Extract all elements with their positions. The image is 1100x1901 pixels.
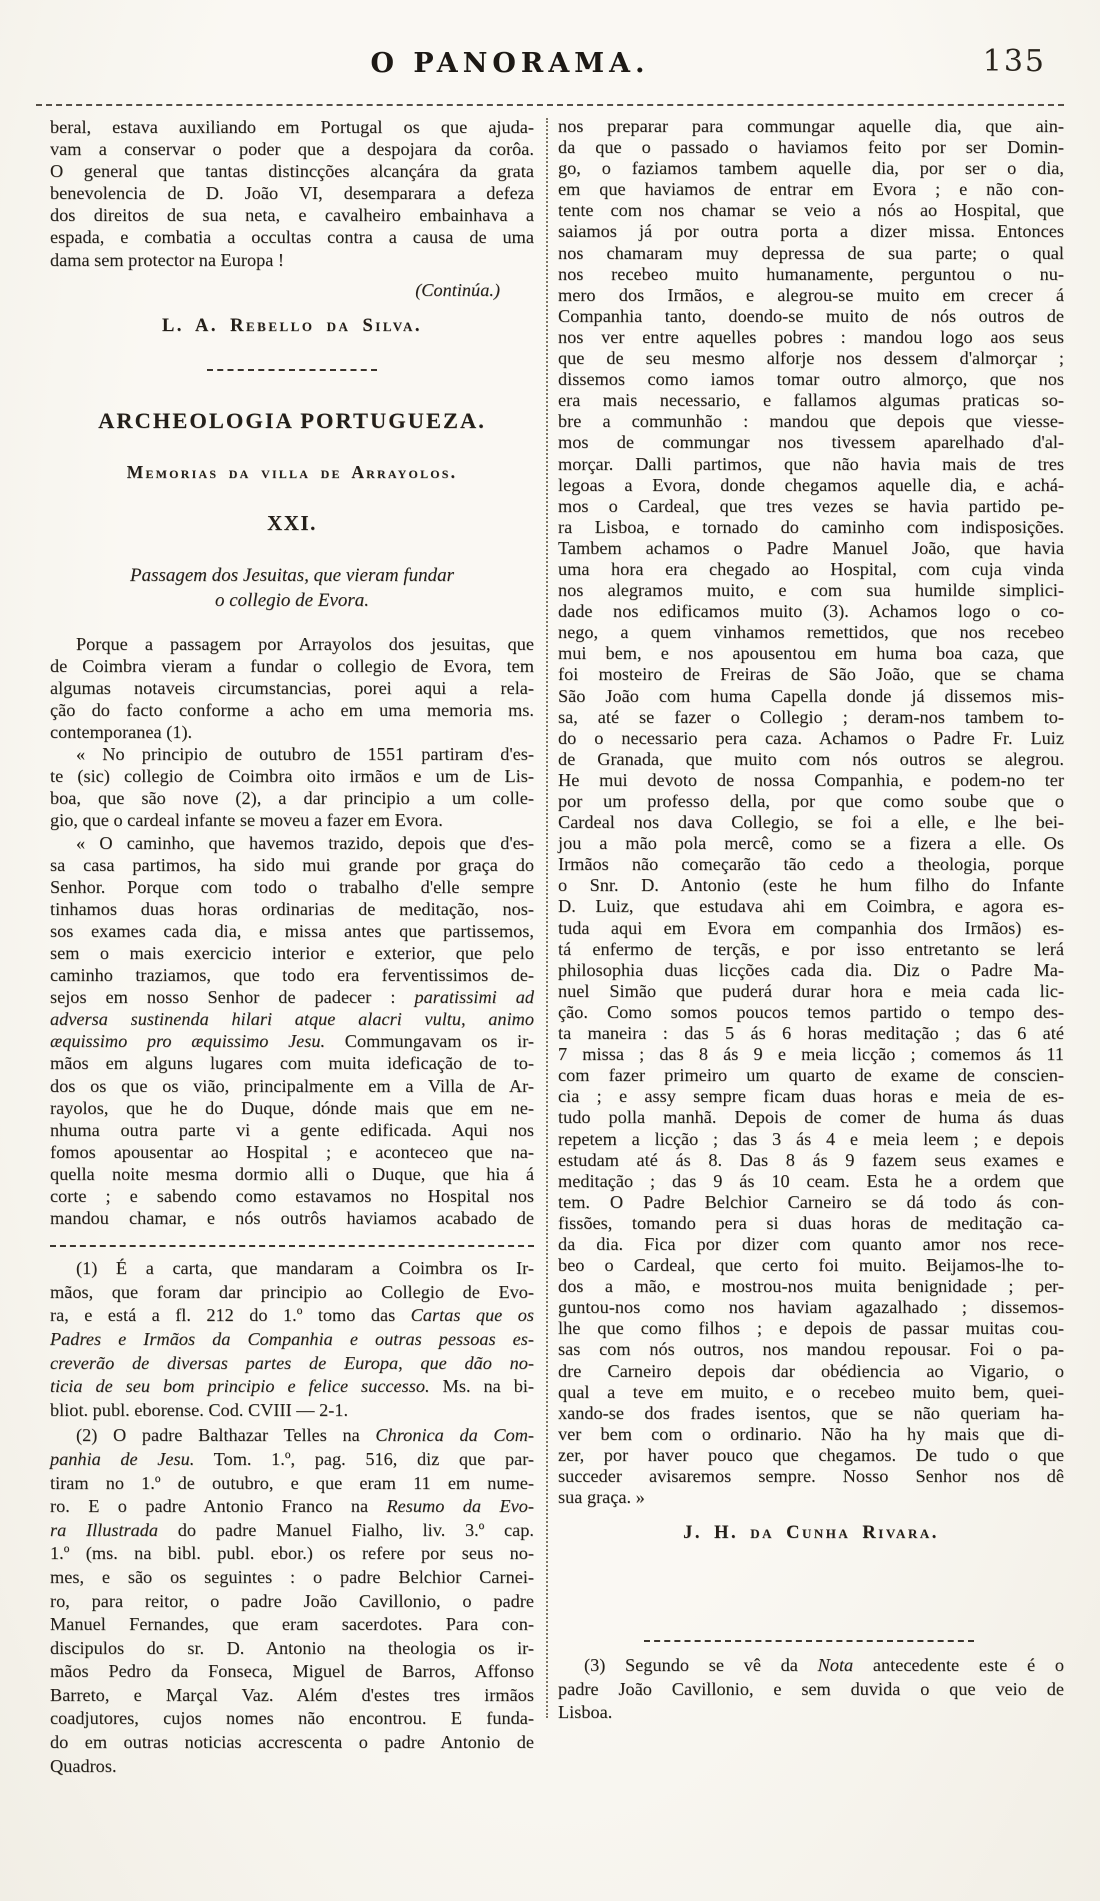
footnote (50, 1424, 534, 1778)
page-number: 135 (982, 44, 1046, 79)
text-line: nos preparar para commungar aquelle dia, que ain- (558, 116, 1064, 136)
footnote (558, 1654, 1064, 1725)
text-line: tinhamos duas horas ordinarias de meditação, nos- (50, 898, 534, 919)
text-line: beo o Cardeal, que certo foi muito. Beijamos-lhe to- (558, 1255, 1064, 1276)
text-line: ta maneira : das 5 ás 6 horas meditação ; das 6 até (558, 1023, 1064, 1044)
text-line: em que haviamos de entrar em Evora ; e não con- (558, 179, 1064, 200)
right-column (558, 116, 1064, 1778)
text-line: quella noite mesma dormio alli o Duque, que hia á (50, 1163, 534, 1184)
content-columns (0, 106, 1100, 1778)
text-line: São João com huma Capella donde já dissemos mis- (558, 685, 1064, 706)
text-line: guntou-nos como nos haviam agazalhado ; dissemos- (558, 1297, 1064, 1318)
left-column (50, 116, 534, 1778)
text-line: tente com nos chamar se veio a nós ao Hospital, que (558, 200, 1064, 221)
text-line: creverão de diversas partes de Europa, que dão no- (50, 1352, 534, 1373)
text-line: mui bem, e nos apousentou em huma boa caza, que (558, 643, 1064, 664)
text-line: mos de commungar nos tivessem aparelhado d'al- (558, 432, 1064, 453)
text-line: com fazer primeiro um quarto de exame de conscien- (558, 1065, 1064, 1086)
journal-title: O PANORAMA. (370, 48, 650, 79)
text-line: dos a mão, e mostrou-nos muita benignidade ; per- (558, 1276, 1064, 1297)
text-line: mãos Pedro da Fonseca, Miguel de Barros, Affonso (50, 1661, 534, 1682)
text-line: dre Carneiro depois dar obédiencia ao Vigario, o (558, 1360, 1064, 1381)
text-line: (1) É a carta, que mandaram a Coimbra os Ir- (76, 1258, 534, 1279)
text-line: adversa sustinenda hilari atque alacri vultu, animo (50, 1009, 534, 1030)
text-line: dissemos como iamos tomar outro almorço, que nos (558, 369, 1064, 390)
text-line: dos direitos de sua neta, e cavalheiro embainhava a (50, 205, 534, 226)
text-line: ra, e está a fl. 212 do 1.º tomo das Cartas que os (50, 1305, 534, 1326)
text-line: uma hora era chegado ao Hospital, com cuja vinda (558, 558, 1064, 579)
text-line: (Continúa.) (415, 279, 500, 300)
text-line: (3) Segundo se vê da Nota antecedente este é o (584, 1655, 1064, 1676)
text-line: nos alegramos muito, e com sua humilde simplici- (558, 580, 1064, 601)
text-line: o Snr. D. Antonio (este he hum filho do Infante (558, 875, 1064, 896)
text-line: tudo polla manhã. Depois de comer de huma ás duas (558, 1107, 1064, 1128)
text-line: Companhia tanto, doendo-se muito de nós outros de (558, 305, 1064, 326)
text-line: nego, a quem vinhamos remettidos, que nos recebeo (558, 622, 1064, 643)
text-line: ção do facto conforme a acho em uma memoria ms. (50, 699, 534, 720)
text-line: nos ver entre aquelles pobres : mandou logo aos seus (558, 326, 1064, 347)
text-line: go, o faziamos tambem aquelle dia, por ser o dia, (558, 158, 1064, 179)
text-line: mero dos Irmãos, e alegrou-se muito em crecer á (558, 284, 1064, 305)
page-header (0, 0, 1100, 104)
text-line: corte ; e sabendo como estavamos no Hospital nos (50, 1186, 534, 1206)
text-line: fissões, tomando pera si duas horas de meditação ca- (558, 1212, 1064, 1233)
text-line: o collegio de Evora. (214, 589, 370, 611)
text-line: te (sic) collegio de Coimbra oito irmãos e um de Lis- (50, 766, 534, 787)
continuation-note (50, 279, 534, 301)
text-line: succeder avisaremos sempre. Nosso Senhor nos dê (558, 1466, 1064, 1486)
author-signature (50, 315, 534, 337)
text-line: dos os que os vião, principalmente em a Villa de Ar- (50, 1075, 534, 1096)
text-line: qual a teve em muito, e o recebeo muito bem, quei- (558, 1381, 1064, 1402)
text-line: nhuma outra parte vi a gente edificada. Aqui nos (50, 1119, 534, 1140)
text-line: zer, por haver pouco que chegamos. De tudo o que (558, 1444, 1064, 1465)
text-line: que de seu mesmo alforje nos dessem d'almorçar ; (558, 348, 1064, 369)
text-line: Padres e Irmãos da Companhia e outras pessoas es- (50, 1328, 534, 1349)
paragraph (50, 832, 534, 1230)
text-line: Irmãos não começarão tão cedo a theologia, porque (558, 854, 1064, 875)
text-line: Passagem dos Jesuitas, que vieram fundar (129, 564, 455, 586)
text-line: padre João Cavillonio, e sem duvida o que veio de (558, 1678, 1064, 1699)
text-line: mandou chamar, e nós outrôs haviamos acabado de (50, 1208, 534, 1229)
text-line: ção. Como somos poucos temos partido o tempo des- (558, 1001, 1064, 1022)
text-line: Manuel Fernandes, que eram sacerdotes. Para con- (50, 1614, 534, 1635)
text-line: morçar. Dalli partimos, que não havia mais de tres (558, 453, 1064, 474)
text-line: panhia de Jesu. Tom. 1.º, pag. 516, diz que par- (50, 1448, 535, 1469)
text-line: J. H. da Cunha Rivara. (683, 1523, 939, 1544)
text-line: contemporanea (1). (50, 722, 193, 743)
text-line: « No principio de outubro de 1551 partiram d'es- (76, 744, 534, 765)
header-rule (36, 104, 1064, 106)
text-line: (2) O padre Balthazar Telles na Chronica da Com- (76, 1425, 535, 1446)
text-line: cia ; e assy sempre ficam duas horas e meia de es- (558, 1086, 1064, 1107)
text-line: beral, estava auxiliando em Portugal os que ajuda- (50, 117, 534, 137)
text-line: Lisboa. (558, 1702, 613, 1723)
text-line: bliot. publ. eborense. Cod. CVIII — 2-1. (50, 1399, 349, 1420)
text-line: nuel Simão que puderá durar hora e meia cada lic- (558, 980, 1064, 1001)
footnote-rule (50, 1245, 534, 1247)
text-line: XXI. (267, 510, 317, 535)
text-line: L. A. Rebello da Silva. (161, 315, 423, 336)
text-line: Memorias da villa de Arrayolos. (126, 461, 458, 482)
text-line: dama sem protector na Europa ! (50, 249, 285, 270)
text-line: da dia. Fica por dizer com quanto amor nos rece- (558, 1233, 1064, 1254)
text-line: da que o passado o haviamos feito por ser Domin- (558, 137, 1064, 158)
text-line: nos chamaram muy depressa de sua parte; o qual (558, 242, 1064, 263)
text-line: philosophia duas licções cada dia. Diz o Padre Ma- (558, 959, 1064, 980)
text-line: era mais necessario, e fallamos algumas praticas so- (558, 390, 1064, 411)
text-line: saiamos já por outra porta a dizer missa. Entonces (558, 221, 1064, 242)
text-line: nos recebeo muito humanamente, perguntou o nu- (558, 263, 1064, 284)
text-line: sa, até se fazer o Collegio ; deram-nos tambem to- (558, 706, 1064, 727)
text-line: dade nos edificamos muito (3). Achamos logo o co- (558, 601, 1064, 622)
text-line: fomos apousentar ao Hospital ; e aconteceo que na- (50, 1141, 534, 1162)
text-line: ro, para reitor, o padre João Cavillonio, o padre (50, 1590, 534, 1611)
text-line: discipulos do sr. D. Antonio na theologia os ir- (50, 1637, 534, 1658)
text-line: sem o mais exercicio interior e exterior, que pelo (50, 942, 534, 963)
article-title (50, 407, 534, 435)
text-line: legoas a Evora, donde chegamos aquelle dia, e achá- (558, 474, 1064, 495)
text-line: de Granada, que muito com nós outros se alegrou. (558, 748, 1064, 769)
text-line: rayolos, que he do Duque, dónde mais que em ne- (50, 1097, 534, 1118)
text-line: coadjutores, cujos nomes não encontrou. E funda- (50, 1708, 534, 1729)
paragraph (558, 116, 1064, 1508)
text-line: Porque a passagem por Arrayolos dos jesuitas, que (76, 633, 534, 654)
text-line: algumas notaveis circumstancias, porei aqui a rela- (50, 677, 534, 698)
text-line: benevolencia de D. João VI, desemparara a defeza (50, 183, 534, 204)
text-line: caminho traziamos, que todo era ferventissimos de- (50, 965, 534, 986)
text-line: tiram no 1.º de outubro, e que eram 11 em nume- (50, 1472, 534, 1493)
text-line: do em outras noticias accrescenta o padre Antonio de (50, 1732, 534, 1753)
article-heading (50, 563, 534, 613)
paragraph (50, 116, 534, 271)
text-line: mãos, que foram dar principio ao Collegio de Evo- (50, 1281, 534, 1302)
text-line: 1.º (ms. na bibl. publ. ebor.) os refere por seus no- (50, 1543, 534, 1564)
footnote-rule (644, 1640, 974, 1642)
text-line: ro. E o padre Antonio Franco na Resumo da Evo- (50, 1496, 534, 1517)
text-line: gio, que o cardeal infante se moveu a fazer em Evora. (50, 810, 443, 831)
text-line: do o necessario pera caza. Achamos o Padre Fr. Luiz (558, 727, 1064, 748)
text-line: sejos em nosso Senhor de padecer : paratissimi ad (50, 987, 534, 1008)
text-line: sas com nós outros, nos mandou repousar. Foi o pa- (558, 1339, 1064, 1360)
text-line: ra Illustrada do padre Manuel Fialho, liv. 3.º cap. (50, 1519, 534, 1540)
text-line: mãos em alguns lugares com muita ideficação de to- (50, 1053, 534, 1074)
text-line: tuda aqui em Evora em companhia dos Irmãos) es- (558, 917, 1064, 938)
text-line: Barreto, e Marçal Vaz. Além d'estes tres irmãos (50, 1684, 534, 1705)
author-signature (558, 1522, 1064, 1544)
text-line: mes, e são os seguintes : o padre Belchior Carnei- (50, 1566, 534, 1587)
text-line: ticia de seu bom principio e felice successo. Ms. na bi- (50, 1376, 534, 1397)
text-line: 7 missa ; das 8 ás 9 e meia licção ; comemos ás 11 (558, 1044, 1064, 1065)
text-line: jou a mão pola mercê, como se a fizera a elle. Os (558, 833, 1064, 854)
article-subtitle (50, 461, 534, 483)
text-line: Quadros. (50, 1755, 117, 1776)
text-line: bre a communhão : mandou que depois que viesse- (558, 411, 1064, 432)
paragraph (50, 633, 534, 743)
paragraph (50, 743, 534, 831)
footnote (50, 1257, 534, 1422)
text-line: Senhor. Porque com todo o trabalho d'elle sempre (50, 876, 534, 897)
text-line: æquissimo pro æquissimo Jesu. Commungavam os ir- (50, 1031, 534, 1052)
text-line: vam a conservar o poder que a despojara da corôa. (50, 139, 534, 160)
text-line: ARCHEOLOGIA PORTUGUEZA. (98, 407, 486, 433)
text-line: meditação ; das 9 ás 10 ceam. Esta he a ordem que (558, 1170, 1064, 1191)
text-line: xando-se dos frades isentos, que se não queriam ha- (558, 1402, 1064, 1423)
text-line: repetem a licção ; das 3 ás 4 e meia leem ; e depois (558, 1128, 1064, 1149)
text-line: espada, e combatia a occultas contra a causa de uma (50, 227, 534, 248)
text-line: sa casa partimos, ha sido mui grande por graça do (50, 854, 534, 875)
text-line: por um professo della, por que como soube que o (558, 791, 1064, 811)
text-line: Cardeal nos dava Collegio, se foi a elle, e lhe bei- (558, 812, 1064, 833)
column-divider (546, 118, 548, 1718)
text-line: « O caminho, que havemos trazido, depois que d'es- (76, 832, 534, 853)
text-line: mos o Cardeal, que tres vezes se havia partido pe- (558, 495, 1064, 516)
text-line: tá enfermo de terçãs, e por isso entretanto se lerá (558, 938, 1064, 959)
text-line: lhe que como filhos ; e depois de passar muitas cou- (558, 1318, 1064, 1339)
chapter-number (50, 511, 534, 535)
text-line: estudam até ás 8. Das 8 ás 9 fazem seus exames e (558, 1149, 1064, 1170)
text-line: Tambem achamos o Padre Manuel João, que havia (558, 537, 1064, 558)
text-line: D. Luiz, que estudava ahi em Coimbra, e agora es- (558, 896, 1064, 917)
text-line: ver bem com o ordinario. Não ha hy mais que di- (558, 1423, 1064, 1444)
text-line: foi mosteiro de Freiras de São João, que se chama (558, 664, 1064, 685)
text-line: sos exames cada dia, e missa antes que partissemos, (50, 920, 534, 941)
text-line: boa, que são nove (2), a dar principio a um colle- (50, 788, 534, 809)
text-line: de Coimbra vieram a fundar o collegio de Evora, tem (50, 655, 534, 676)
text-line: O general que tantas distincções alcançára da grata (50, 161, 534, 182)
text-line: tem. O Padre Belchior Carneiro se dá todo ás con- (558, 1191, 1064, 1212)
text-line: He mui devoto de nossa Companhia, e podem-no ter (558, 769, 1064, 790)
text-line: sua graça. » (558, 1487, 645, 1508)
section-divider (207, 369, 377, 371)
text-line: ra Lisboa, e tornado do caminho com indisposições. (558, 516, 1064, 537)
